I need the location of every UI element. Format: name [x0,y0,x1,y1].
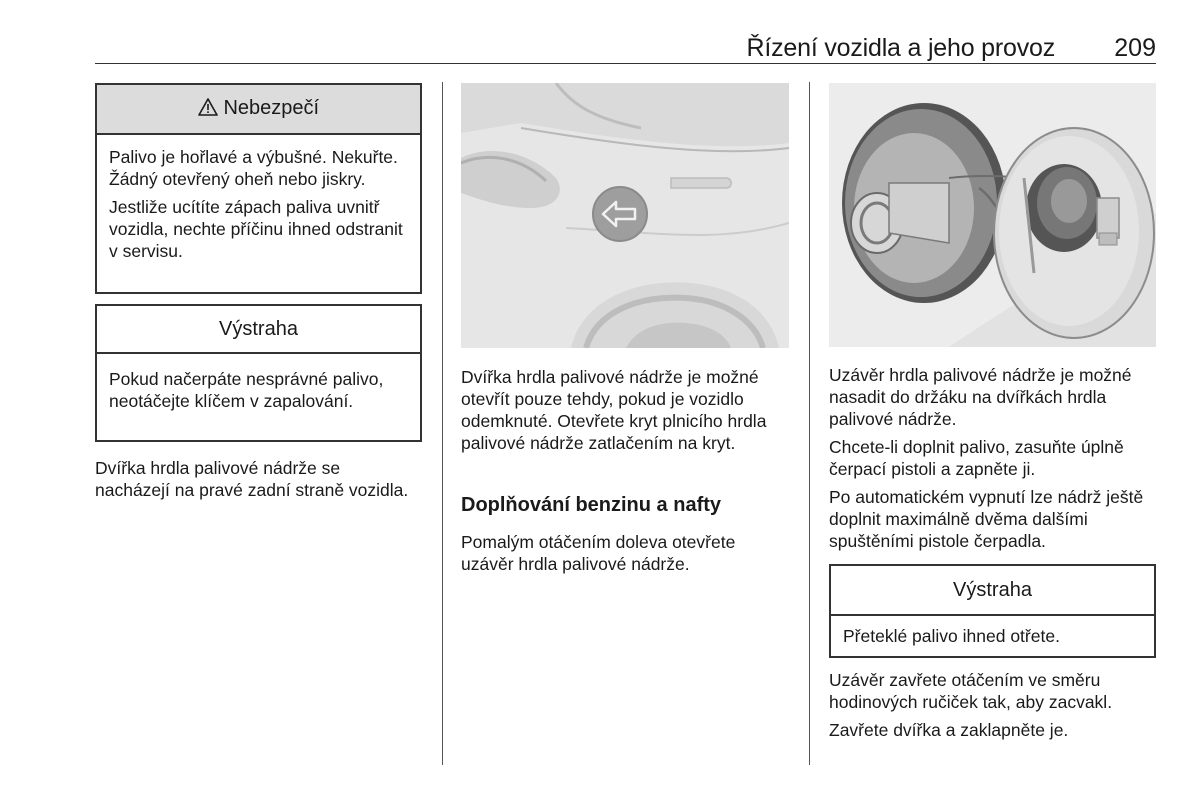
fuel-cap-figure [829,83,1156,347]
col2-paragraph: Dvířka hrdla palivové nádrže je možné otevřít pouze tehdy, pokud je vozidlo odemknuté. Otevřete kryt plnicího hrdla palivové nádrže zatlačením na kryt. [461,367,767,453]
warning-box-2 [829,564,1156,658]
col3-paragraph: Uzávěr hrdla palivové nádrže je možné nasadit do držáku na dvířkách hrdla palivové nádrže. [829,365,1132,429]
danger-box-title: Nebezpečí [223,97,320,119]
warning-triangle-icon [198,97,224,119]
danger-box-header [97,85,420,135]
col3-paragraph-after: Zavřete dvířka a zaklapněte je. [829,720,1069,740]
warning-box-1-text: Pokud načerpáte nesprávné palivo, neotáčejte klíčem v zapalování. [109,369,384,411]
danger-paragraph: Jestliže ucítíte zápach paliva uvnitř vozidla, nechte příčinu ihned odstranit v servisu. [109,197,403,261]
col3-text-after [829,669,1159,747]
col1-paragraph: Dvířka hrdla palivové nádrže se nacházejí na pravé zadní straně vozidla. [95,458,409,500]
column-divider-1 [442,82,443,765]
column-divider-2 [809,82,810,765]
warning-box-1 [95,304,422,442]
col3-paragraph: Po automatickém vypnutí lze nádrž ještě doplnit maximálně dvěma dalšími spuštěními pistole čerpadla. [829,487,1144,551]
col2-paragraph-2: Pomalým otáčením doleva otevřete uzávěr hrdla palivové nádrže. [461,532,736,574]
col3-text [829,364,1159,558]
warning-box-1-title: Výstraha [97,306,420,354]
fuel-flap-figure [461,83,789,348]
warning-box-2-text: Přeteklé palivo ihned otřete. [843,626,1060,646]
col3-paragraph-after: Uzávěr zavřete otáčením ve směru hodinových ručiček tak, aby zacvakl. [829,670,1113,712]
danger-box [95,83,422,294]
section-title: Řízení vozidla a jeho provoz [746,34,1055,62]
refuel-subheading: Doplňování benzinu a nafty [461,494,722,516]
page-number: 209 [1114,34,1156,62]
warning-box-2-title: Výstraha [831,566,1154,616]
danger-box-body [97,135,420,262]
col3-paragraph: Chcete-li doplnit palivo, zasuňte úplně čerpací pistoli a zapněte ji. [829,437,1124,479]
danger-paragraph: Palivo je hořlavé a výbušné. Nekuřte. Žádný otevřený oheň nebo jiskry. [109,147,398,189]
header-rule [95,63,1156,64]
